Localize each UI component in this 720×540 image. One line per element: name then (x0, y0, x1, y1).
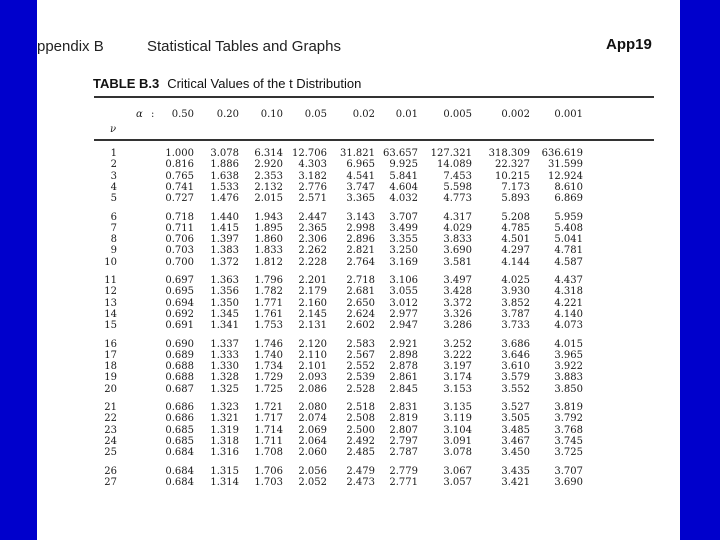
df-cell: 1 (110, 148, 117, 159)
table-cell: 3.012 (389, 297, 418, 309)
table-cell: 3.883 (554, 372, 583, 384)
table-cell: 3.467 (501, 435, 530, 447)
table-cell: 318.309 (488, 148, 530, 159)
table-cell: 3.930 (501, 286, 530, 298)
table-cell: 63.657 (383, 148, 418, 159)
table-cell: 1.729 (254, 372, 283, 384)
table-cell: 6.314 (254, 148, 283, 159)
table-cell: 127.321 (430, 148, 472, 159)
table-cell: 0.692 (165, 308, 194, 320)
table-cell: 0.700 (165, 256, 194, 268)
table-cell: 3.552 (501, 383, 530, 395)
table-cell: 2.132 (254, 181, 283, 193)
table-cell: 2.093 (298, 372, 327, 384)
table-cell: 0.727 (165, 193, 194, 205)
table-cell: 1.316 (210, 447, 239, 459)
table-cell: 1.711 (254, 435, 283, 447)
table-cell: 2.998 (346, 222, 375, 234)
table-cell: 0.690 (165, 338, 194, 350)
table-cell: 1.350 (210, 297, 239, 309)
table-cell: 0.684 (165, 476, 194, 488)
table-cell: 2.080 (298, 402, 327, 413)
table-cell: 4.144 (501, 256, 530, 268)
table-cell: 2.201 (298, 275, 327, 286)
table-cell: 3.707 (554, 465, 583, 477)
table-cell: 3.610 (501, 361, 530, 373)
table-cell: 2.779 (389, 465, 418, 477)
alpha-symbol: α (136, 109, 143, 120)
table-cell: 5.598 (443, 181, 472, 193)
table-cell: 2.771 (389, 476, 418, 488)
table-cell: 4.025 (501, 275, 530, 286)
table-cell: 4.029 (443, 222, 472, 234)
table-cell: 3.091 (443, 435, 472, 447)
df-cell: 18 (104, 361, 117, 373)
table-cell: 0.741 (165, 181, 194, 193)
table-cell: 2.571 (298, 193, 327, 205)
table-cell: 3.197 (443, 361, 472, 373)
table-cell: 4.587 (554, 256, 583, 268)
table-cell: 2.977 (389, 308, 418, 320)
table-cell: 1.319 (210, 424, 239, 436)
table-cell: 4.437 (554, 275, 583, 286)
table-cell: 1.337 (210, 338, 239, 350)
table-cell: 3.686 (501, 338, 530, 350)
table-cell: 1.314 (210, 476, 239, 488)
table-cell: 4.785 (501, 222, 530, 234)
table-cell: 4.073 (554, 320, 583, 332)
table-cell: 3.690 (554, 476, 583, 488)
table-cell: 0.706 (165, 234, 194, 246)
table-cell: 0.687 (165, 383, 194, 395)
table-top-rule (94, 96, 654, 98)
table-cell: 3.833 (443, 234, 472, 246)
table-cell: 3.792 (554, 413, 583, 425)
table-cell: 3.646 (501, 349, 530, 361)
table-cell: 8.610 (554, 181, 583, 193)
table-cell: 1.721 (254, 402, 283, 413)
table-cell: 14.089 (437, 159, 472, 171)
df-cell: 6 (110, 211, 117, 223)
table-cell: 2.064 (298, 435, 327, 447)
table-cell: 1.740 (254, 349, 283, 361)
df-cell: 21 (104, 402, 117, 413)
table-cell: 3.372 (443, 297, 472, 309)
table-cell: 2.878 (389, 361, 418, 373)
df-cell: 2 (110, 159, 117, 171)
table-cell: 5.408 (554, 222, 583, 234)
table-cell: 1.703 (254, 476, 283, 488)
table-cell: 1.886 (210, 159, 239, 171)
table-cell: 3.690 (443, 245, 472, 257)
df-cell: 24 (104, 435, 117, 447)
df-cell: 11 (104, 275, 117, 286)
alpha-header-cell: 0.01 (395, 109, 418, 120)
table-cell: 2.052 (298, 476, 327, 488)
table-cell: 2.353 (254, 170, 283, 182)
table-cell: 5.041 (554, 234, 583, 246)
table-cell: 4.221 (554, 297, 583, 309)
table-cell: 9.925 (389, 159, 418, 171)
table-cell: 2.567 (346, 349, 375, 361)
table-cell: 1.328 (210, 372, 239, 384)
table-cell: 3.421 (501, 476, 530, 488)
table-cell: 3.819 (554, 402, 583, 413)
table-cell: 2.508 (346, 413, 375, 425)
table-cell: 2.110 (298, 349, 327, 361)
df-cell: 22 (104, 413, 117, 425)
table-cell: 2.764 (346, 256, 375, 268)
table-cell: 2.831 (389, 402, 418, 413)
table-cell: 3.365 (346, 193, 375, 205)
table-cell: 7.453 (443, 170, 472, 182)
table-cell: 31.599 (548, 159, 583, 171)
table-cell: 1.638 (210, 170, 239, 182)
table-cell: 2.500 (346, 424, 375, 436)
table-cell: 2.015 (254, 193, 283, 205)
table-cell: 0.694 (165, 297, 194, 309)
table-cell: 1.734 (254, 361, 283, 373)
table-cell: 3.485 (501, 424, 530, 436)
table-title (93, 76, 361, 91)
table-cell: 3.733 (501, 320, 530, 332)
table-cell: 1.315 (210, 465, 239, 477)
df-cell: 15 (104, 320, 117, 332)
table-cell: 3.852 (501, 297, 530, 309)
table-cell: 1.771 (254, 297, 283, 309)
table-cell: 2.776 (298, 181, 327, 193)
table-cell: 3.104 (443, 424, 472, 436)
table-cell: 2.306 (298, 234, 327, 246)
table-cell: 1.318 (210, 435, 239, 447)
section-title: Statistical Tables and Graphs (147, 38, 341, 55)
table-cell: 3.222 (443, 349, 472, 361)
table-cell: 5.841 (389, 170, 418, 182)
df-cell: 27 (104, 476, 117, 488)
table-cell: 2.262 (298, 245, 327, 257)
table-cell: 3.169 (389, 256, 418, 268)
table-cell: 2.821 (346, 245, 375, 257)
header-rule (94, 139, 654, 141)
alpha-header-cell: 0.001 (554, 109, 583, 120)
table-cell: 4.317 (443, 211, 472, 223)
table-cell: 2.583 (346, 338, 375, 350)
table-cell: 3.326 (443, 308, 472, 320)
table-cell: 3.435 (501, 465, 530, 477)
table-cell: 3.579 (501, 372, 530, 384)
table-cell: 3.581 (443, 256, 472, 268)
alpha-header-cell: 0.05 (304, 109, 327, 120)
table-cell: 2.650 (346, 297, 375, 309)
table-cell: 3.355 (389, 234, 418, 246)
table-cell: 636.619 (541, 148, 583, 159)
table-cell: 2.920 (254, 159, 283, 171)
df-cell: 3 (110, 170, 117, 182)
table-cell: 2.528 (346, 383, 375, 395)
table-cell: 0.703 (165, 245, 194, 257)
table-cell: 1.321 (210, 413, 239, 425)
table-cell: 2.787 (389, 447, 418, 459)
table-cell: 2.819 (389, 413, 418, 425)
table-cell: 2.681 (346, 286, 375, 298)
table-cell: 3.078 (210, 148, 239, 159)
table-cell: 1.833 (254, 245, 283, 257)
table-cell: 1.397 (210, 234, 239, 246)
table-cell: 0.697 (165, 275, 194, 286)
table-cell: 0.711 (165, 222, 194, 234)
table-cell: 3.922 (554, 361, 583, 373)
table-cell: 2.086 (298, 383, 327, 395)
table-cell: 3.505 (501, 413, 530, 425)
table-cell: 2.160 (298, 297, 327, 309)
table-cell: 1.812 (254, 256, 283, 268)
table-cell: 4.015 (554, 338, 583, 350)
table-cell: 0.691 (165, 320, 194, 332)
df-cell: 23 (104, 424, 117, 436)
table-cell: 1.341 (210, 320, 239, 332)
table-cell: 2.179 (298, 286, 327, 298)
table-cell: 3.707 (389, 211, 418, 223)
table-cell: 2.060 (298, 447, 327, 459)
table-cell: 3.067 (443, 465, 472, 477)
table-cell: 1.325 (210, 383, 239, 395)
df-cell: 17 (104, 349, 117, 361)
alpha-header-cell: 0.20 (216, 109, 239, 120)
df-cell: 5 (110, 193, 117, 205)
table-cell: 3.106 (389, 275, 418, 286)
table-cell: 2.473 (346, 476, 375, 488)
table-cell: 5.208 (501, 211, 530, 223)
table-cell: 1.753 (254, 320, 283, 332)
table-cell: 0.695 (165, 286, 194, 298)
table-cell: 6.965 (346, 159, 375, 171)
table-cell: 0.688 (165, 372, 194, 384)
table-cell: 2.947 (389, 320, 418, 332)
df-cell: 12 (104, 286, 117, 298)
table-cell: 4.318 (554, 286, 583, 298)
alpha-header-cell: 0.02 (352, 109, 375, 120)
table-cell: 1.717 (254, 413, 283, 425)
table-cell: 2.131 (298, 320, 327, 332)
table-cell: 4.297 (501, 245, 530, 257)
table-cell: 4.781 (554, 245, 583, 257)
table-cell: 2.898 (389, 349, 418, 361)
table-cell: 12.924 (548, 170, 583, 182)
table-label: TABLE B.3 (93, 76, 160, 91)
table-cell: 1.714 (254, 424, 283, 436)
table-cell: 10.215 (495, 170, 530, 182)
table-cell: 2.896 (346, 234, 375, 246)
appendix-label: ppendix B (37, 38, 104, 55)
table-cell: 0.685 (165, 424, 194, 436)
df-cell: 7 (110, 222, 117, 234)
table-cell: 2.552 (346, 361, 375, 373)
table-cell: 4.140 (554, 308, 583, 320)
table-cell: 2.145 (298, 308, 327, 320)
table-cell: 4.604 (389, 181, 418, 193)
table-cell: 1.533 (210, 181, 239, 193)
table-cell: 12.706 (292, 148, 327, 159)
table-cell: 0.688 (165, 361, 194, 373)
table-cell: 31.821 (340, 148, 375, 159)
table-cell: 2.602 (346, 320, 375, 332)
df-cell: 25 (104, 447, 117, 459)
table-cell: 3.747 (346, 181, 375, 193)
table-cell: 2.074 (298, 413, 327, 425)
table-cell: 3.450 (501, 447, 530, 459)
table-cell: 3.428 (443, 286, 472, 298)
table-cell: 0.684 (165, 447, 194, 459)
table-cell: 3.745 (554, 435, 583, 447)
table-cell: 4.032 (389, 193, 418, 205)
table-cell: 1.782 (254, 286, 283, 298)
table-cell: 2.479 (346, 465, 375, 477)
df-cell: 9 (110, 245, 117, 257)
table-cell: 1.372 (210, 256, 239, 268)
table-cell: 0.686 (165, 413, 194, 425)
table-cell: 5.893 (501, 193, 530, 205)
table-cell: 1.330 (210, 361, 239, 373)
table-cell: 1.333 (210, 349, 239, 361)
table-cell: 2.069 (298, 424, 327, 436)
table-cell: 2.718 (346, 275, 375, 286)
table-cell: 3.078 (443, 447, 472, 459)
table-cell: 1.706 (254, 465, 283, 477)
df-cell: 26 (104, 465, 117, 477)
table-cell: 3.153 (443, 383, 472, 395)
table-cell: 1.415 (210, 222, 239, 234)
table-cell: 7.173 (501, 181, 530, 193)
table-cell: 1.000 (165, 148, 194, 159)
df-cell: 8 (110, 234, 117, 246)
df-cell: 19 (104, 372, 117, 384)
table-cell: 3.135 (443, 402, 472, 413)
table-cell: 3.057 (443, 476, 472, 488)
table-cell: 22.327 (495, 159, 530, 171)
table-cell: 0.765 (165, 170, 194, 182)
table-cell: 0.689 (165, 349, 194, 361)
table-cell: 0.816 (165, 159, 194, 171)
table-cell: 1.796 (254, 275, 283, 286)
table-cell: 0.685 (165, 435, 194, 447)
table-cell: 2.845 (389, 383, 418, 395)
table-cell: 2.485 (346, 447, 375, 459)
table-cell: 0.684 (165, 465, 194, 477)
alpha-header-row (37, 108, 680, 124)
table-cell: 1.725 (254, 383, 283, 395)
table-cell: 2.539 (346, 372, 375, 384)
alpha-header-cell: 0.002 (501, 109, 530, 120)
table-cell: 3.787 (501, 308, 530, 320)
table-cell: 2.365 (298, 222, 327, 234)
table-cell: 2.056 (298, 465, 327, 477)
table-cell: 3.527 (501, 402, 530, 413)
page (37, 0, 680, 540)
table-cell: 3.182 (298, 170, 327, 182)
df-cell: 4 (110, 181, 117, 193)
table-cell: 4.501 (501, 234, 530, 246)
alpha-header-cell: 0.10 (260, 109, 283, 120)
df-cell: 13 (104, 297, 117, 309)
table-cell: 6.869 (554, 193, 583, 205)
df-cell: 14 (104, 308, 117, 320)
table-cell: 1.356 (210, 286, 239, 298)
table-cell: 3.055 (389, 286, 418, 298)
table-cell: 4.541 (346, 170, 375, 182)
table-cell: 1.323 (210, 402, 239, 413)
table-cell: 3.174 (443, 372, 472, 384)
table-cell: 0.686 (165, 402, 194, 413)
table-cell: 1.476 (210, 193, 239, 205)
table-cell: 4.303 (298, 159, 327, 171)
table-cell: 2.492 (346, 435, 375, 447)
alpha-header-cell: 0.005 (443, 109, 472, 120)
table-cell: 2.797 (389, 435, 418, 447)
table-cell: 3.499 (389, 222, 418, 234)
table-cell: 1.761 (254, 308, 283, 320)
table-cell: 2.861 (389, 372, 418, 384)
table-cell: 3.965 (554, 349, 583, 361)
table-caption: Critical Values of the t Distribution (167, 76, 362, 91)
table-cell: 3.286 (443, 320, 472, 332)
table-cell: 0.718 (165, 211, 194, 223)
table-cell: 3.497 (443, 275, 472, 286)
table-cell: 2.624 (346, 308, 375, 320)
table-cell: 4.773 (443, 193, 472, 205)
table-cell: 1.860 (254, 234, 283, 246)
table-cell: 1.746 (254, 338, 283, 350)
table-cell: 1.363 (210, 275, 239, 286)
df-cell: 10 (104, 256, 117, 268)
df-cell: 20 (104, 383, 117, 395)
nu-symbol: ν (110, 124, 117, 135)
table-cell: 2.120 (298, 338, 327, 350)
table-cell: 3.250 (389, 245, 418, 257)
table-cell: 2.447 (298, 211, 327, 223)
table-cell: 3.850 (554, 383, 583, 395)
table-cell: 3.119 (443, 413, 472, 425)
table-cell: 1.708 (254, 447, 283, 459)
table-cell: 1.440 (210, 211, 239, 223)
df-cell: 16 (104, 338, 117, 350)
table-cell: 3.143 (346, 211, 375, 223)
page-number: App19 (606, 36, 652, 53)
table-cell: 1.895 (254, 222, 283, 234)
table-cell: 1.943 (254, 211, 283, 223)
table-cell: 2.101 (298, 361, 327, 373)
table-cell: 3.768 (554, 424, 583, 436)
table-cell: 1.383 (210, 245, 239, 257)
table-cell: 2.518 (346, 402, 375, 413)
table-cell: 1.345 (210, 308, 239, 320)
table-cell: 3.252 (443, 338, 472, 350)
table-cell: 2.807 (389, 424, 418, 436)
alpha-colon: : (151, 109, 155, 120)
alpha-header-cell: 0.50 (171, 109, 194, 120)
table-cell: 3.725 (554, 447, 583, 459)
table-cell: 5.959 (554, 211, 583, 223)
table-cell: 2.228 (298, 256, 327, 268)
table-cell: 2.921 (389, 338, 418, 350)
